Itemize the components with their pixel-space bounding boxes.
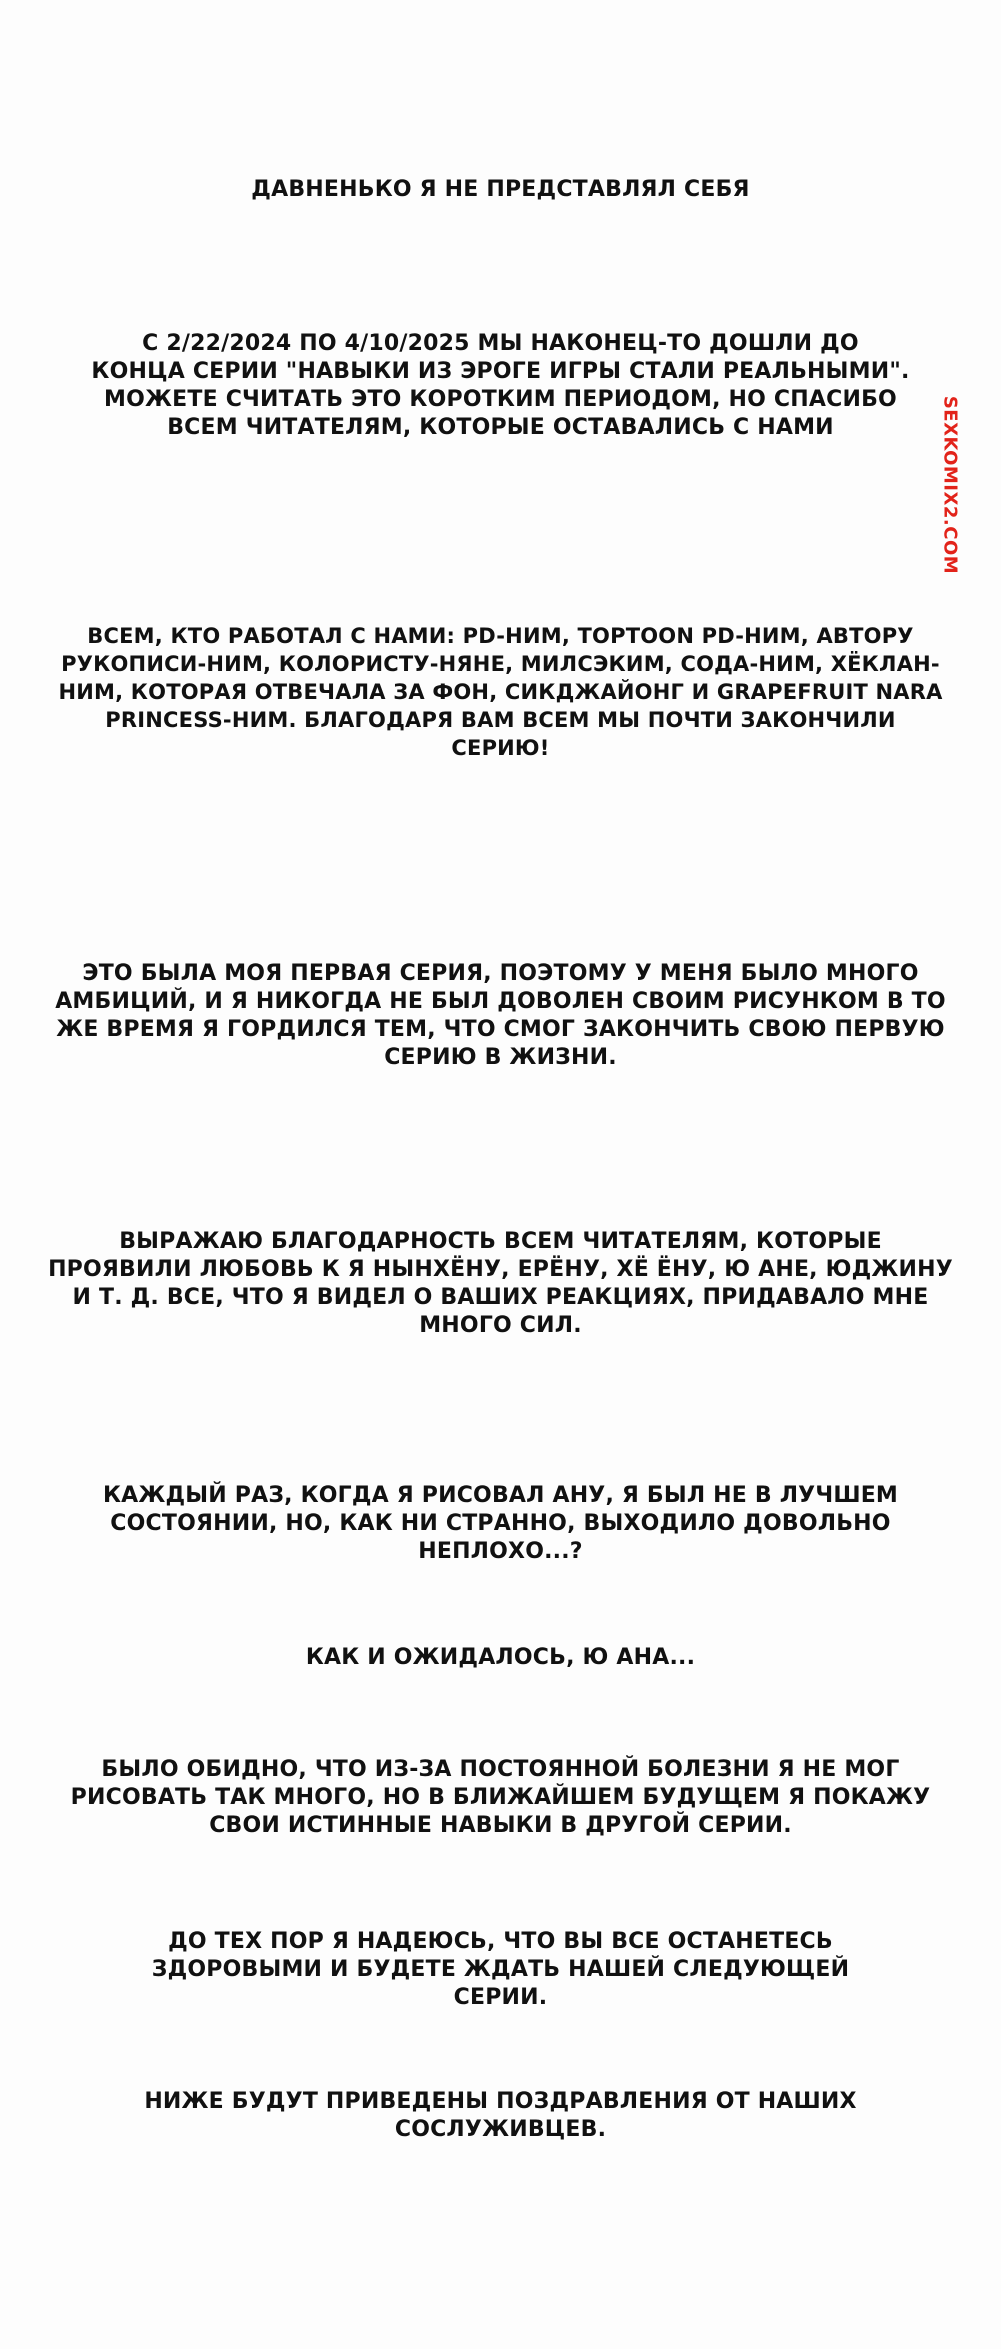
text-line: АМБИЦИЙ, И Я НИКОГДА НЕ БЫЛ ДОВОЛЕН СВОИМ РИСУНКОМ В ТО	[55, 989, 946, 1014]
text-line: СЕРИИ.	[453, 1985, 548, 2010]
text-line: КОНЦА СЕРИИ "НАВЫКИ ИЗ ЭРОГЕ ИГРЫ СТАЛИ РЕАЛЬНЫМИ".	[91, 359, 910, 384]
paragraph-series-dates	[91, 330, 909, 442]
text-line: ВЫРАЖАЮ БЛАГОДАРНОСТЬ ВСЕМ ЧИТАТЕЛЯМ, КОТОРЫЕ	[119, 1229, 882, 1254]
text-line: СЕРИЮ В ЖИЗНИ.	[384, 1045, 617, 1070]
text-line: НИМ, КОТОРАЯ ОТВЕЧАЛА ЗА ФОН, СИКДЖАЙОНГ И GRAPEFRUIT NARA	[58, 680, 943, 704]
text-line: НИЖЕ БУДУТ ПРИВЕДЕНЫ ПОЗДРАВЛЕНИЯ ОТ НАШИХ	[144, 2089, 857, 2114]
text-line: ДО ТЕХ ПОР Я НАДЕЮСЬ, ЧТО ВЫ ВСЕ ОСТАНЕТЕСЬ	[168, 1929, 833, 1954]
text-line: ПРОЯВИЛИ ЛЮБОВЬ К Я НЫНХЁНУ, ЕРЁНУ, ХЁ ЁНУ, Ю АНЕ, ЮДЖИНУ	[48, 1257, 953, 1282]
text-line: СВОИ ИСТИННЫЕ НАВЫКИ В ДРУГОЙ СЕРИИ.	[209, 1813, 792, 1838]
watermark-text: SEXKOMIX2.COM	[939, 395, 961, 575]
text-line: МОЖЕТЕ СЧИТАТЬ ЭТО КОРОТКИМ ПЕРИОДОМ, НО СПАСИБО	[104, 387, 897, 412]
paragraph-as-expected	[306, 1644, 695, 1672]
text-line: РУКОПИСИ-НИМ, КОЛОРИСТУ-НЯНЕ, МИЛСЭКИМ, СОДА-НИМ, ХЁКЛАН-	[61, 652, 940, 676]
paragraph-stay-healthy	[152, 1928, 850, 2012]
text-line: РИСОВАТЬ ТАК МНОГО, НО В БЛИЖАЙШЕМ БУДУЩЕМ Я ПОКАЖУ	[70, 1785, 931, 1810]
site-watermark	[930, 390, 970, 580]
paragraph-thanks-team	[58, 622, 942, 762]
text-line: СОСТОЯНИИ, НО, КАК НИ СТРАННО, ВЫХОДИЛО ДОВОЛЬНО	[110, 1511, 891, 1536]
paragraph-intro	[251, 176, 749, 204]
paragraph-illness	[71, 1756, 931, 1840]
text-line: СОСЛУЖИВЦЕВ.	[394, 2117, 607, 2142]
text-line: СЕРИЮ!	[451, 736, 550, 760]
text-line: ВСЕМ, КТО РАБОТАЛ С НАМИ: PD-НИМ, TOPTOON PD-НИМ, АВТОРУ	[87, 624, 914, 648]
text-line: КАК И ОЖИДАЛОСЬ, Ю АНА...	[305, 1645, 696, 1670]
text-line: PRINCESS-НИМ. БЛАГОДАРЯ ВАМ ВСЕМ МЫ ПОЧТИ ЗАКОНЧИЛИ	[105, 708, 896, 732]
paragraph-thanks-readers	[48, 1228, 953, 1340]
text-line: МНОГО СИЛ.	[419, 1313, 582, 1338]
text-line: ЗДОРОВЫМИ И БУДЕТЕ ЖДАТЬ НАШЕЙ СЛЕДУЮЩЕЙ	[151, 1957, 850, 1982]
text-line: БЫЛО ОБИДНО, ЧТО ИЗ-ЗА ПОСТОЯННОЙ БОЛЕЗНИ Я НЕ МОГ	[101, 1757, 900, 1782]
text-line: ЭТО БЫЛА МОЯ ПЕРВАЯ СЕРИЯ, ПОЭТОМУ У МЕНЯ БЫЛО МНОГО	[82, 961, 919, 986]
text-line: ДАВНЕНЬКО Я НЕ ПРЕДСТАВЛЯЛ СЕБЯ	[251, 177, 750, 202]
paragraph-first-series	[55, 960, 946, 1072]
text-line: КАЖДЫЙ РАЗ, КОГДА Я РИСОВАЛ АНУ, Я БЫЛ НЕ В ЛУЧШЕМ	[102, 1483, 899, 1508]
text-line: И Т. Д. ВСЕ, ЧТО Я ВИДЕЛ О ВАШИХ РЕАКЦИЯХ, ПРИДАВАЛО МНЕ	[72, 1285, 929, 1310]
text-line: ВСЕМ ЧИТАТЕЛЯМ, КОТОРЫЕ ОСТАВАЛИСЬ С НАМИ	[167, 415, 834, 440]
paragraph-drawing-ana	[103, 1482, 898, 1566]
text-line: С 2/22/2024 ПО 4/10/2025 МЫ НАКОНЕЦ-ТО ДОШЛИ ДО	[142, 331, 859, 356]
paragraph-congratulations	[144, 2088, 856, 2144]
text-line: НЕПЛОХО...?	[418, 1539, 583, 1564]
text-line: ЖЕ ВРЕМЯ Я ГОРДИЛСЯ ТЕМ, ЧТО СМОГ ЗАКОНЧИТЬ СВОЮ ПЕРВУЮ	[56, 1017, 945, 1042]
